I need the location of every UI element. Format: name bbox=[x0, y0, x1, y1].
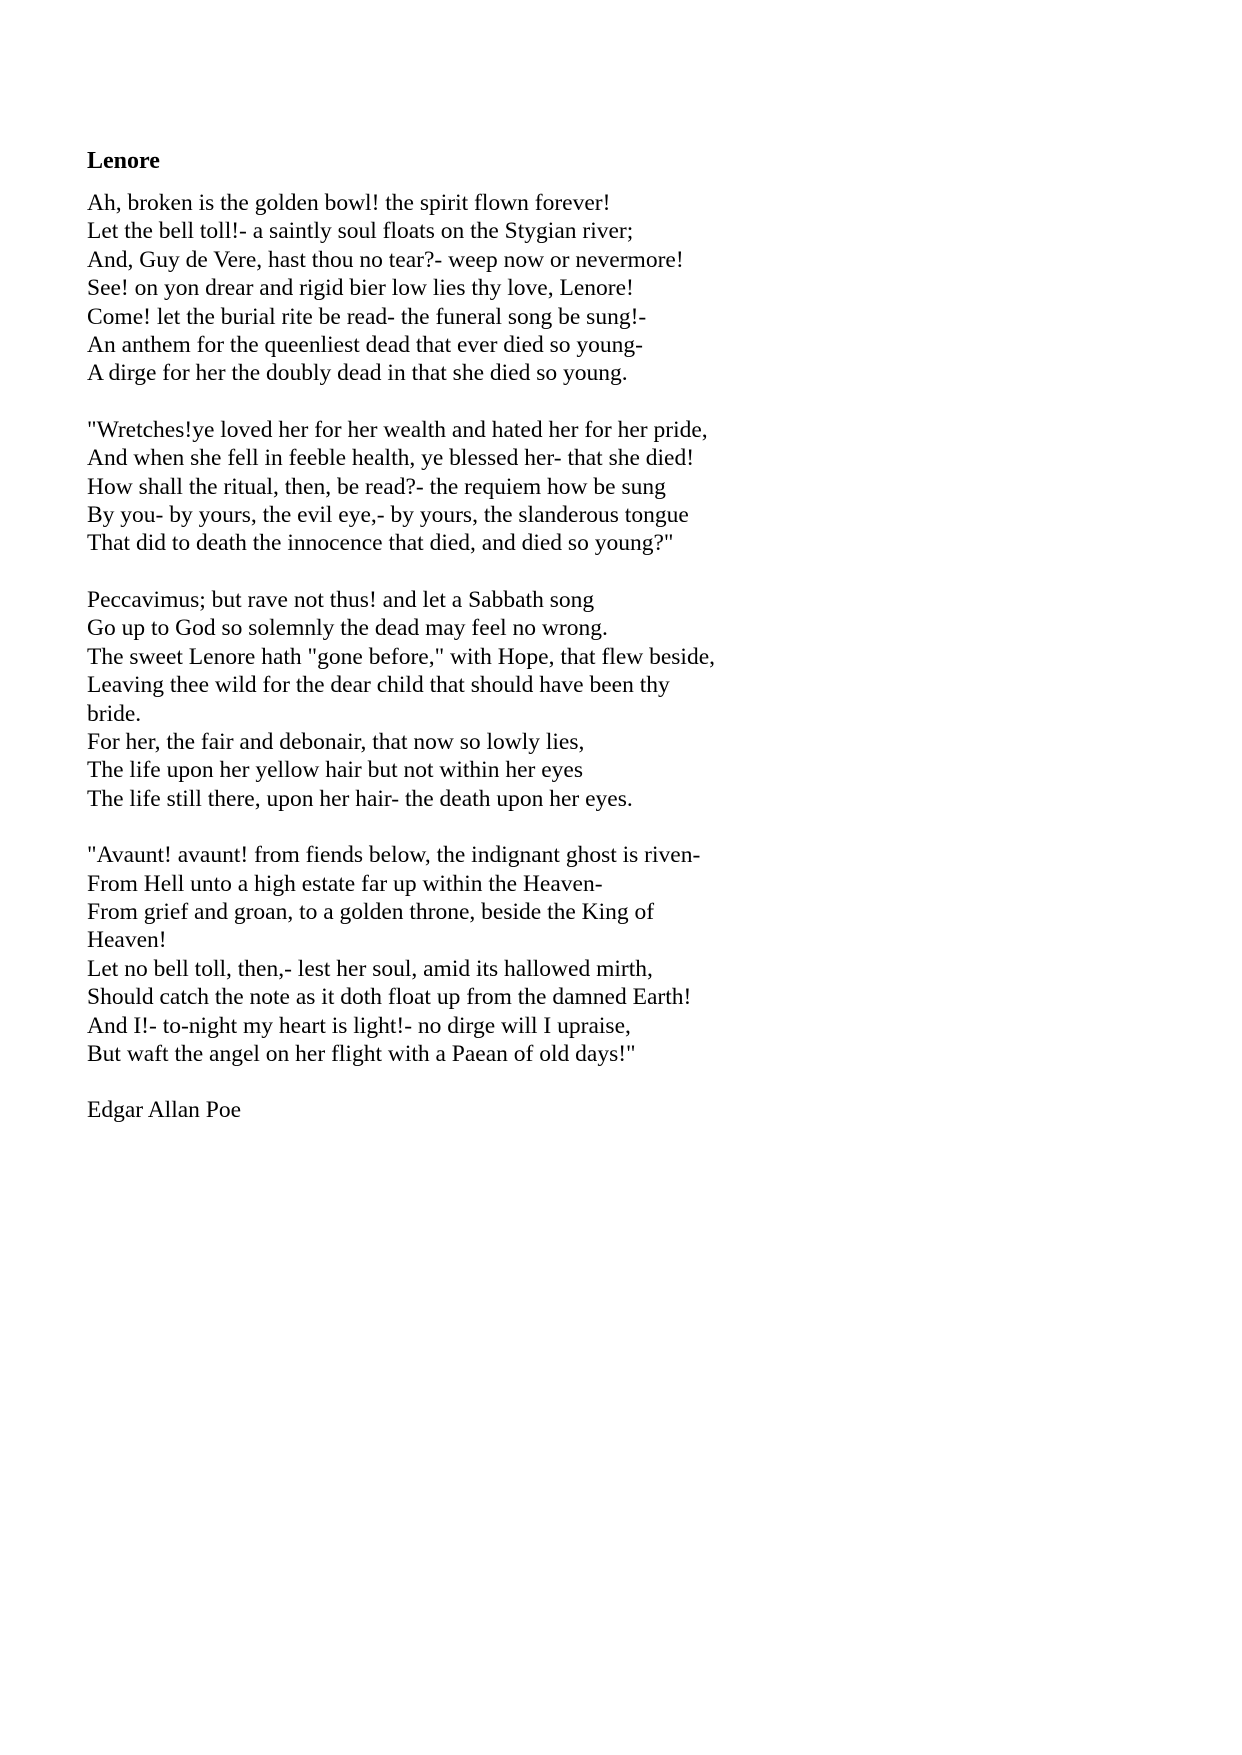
poem-line: From grief and groan, to a golden throne, beside the King of bbox=[87, 898, 655, 925]
poem-line: That did to death the innocence that died, and died so young?" bbox=[87, 530, 674, 557]
poem-line: And, Guy de Vere, hast thou no tear?- weep now or nevermore! bbox=[87, 246, 684, 273]
poem-author: Edgar Allan Poe bbox=[87, 1097, 242, 1124]
poem-line: "Wretches!ye loved her for her wealth and hated her for her pride, bbox=[87, 416, 708, 443]
poem-line: Let no bell toll, then,- lest her soul, amid its hallowed mirth, bbox=[87, 955, 653, 982]
poem-line: Go up to God so solemnly the dead may feel no wrong. bbox=[87, 615, 608, 642]
stanza-4 bbox=[87, 841, 1167, 1068]
poem-line: bride. bbox=[87, 700, 142, 727]
poem-line: Come! let the burial rite be read- the funeral song be sung!- bbox=[87, 303, 647, 330]
poem-line: From Hell unto a high estate far up within the Heaven- bbox=[87, 870, 603, 897]
poem-line: Should catch the note as it doth float up from the damned Earth! bbox=[87, 984, 692, 1011]
stanza-1 bbox=[87, 189, 1167, 388]
stanza-3 bbox=[87, 586, 1167, 813]
poem-line: An anthem for the queenliest dead that ever died so young- bbox=[87, 332, 643, 359]
poem-line: How shall the ritual, then, be read?- the requiem how be sung bbox=[87, 473, 666, 500]
poem-line: But waft the angel on her flight with a Paean of old days!" bbox=[87, 1040, 636, 1067]
poem-line: See! on yon drear and rigid bier low lies thy love, Lenore! bbox=[87, 275, 634, 302]
poem-line: A dirge for her the doubly dead in that she died so young. bbox=[87, 360, 628, 387]
poem-title: Lenore bbox=[87, 148, 160, 174]
poem-line: The life upon her yellow hair but not within her eyes bbox=[87, 757, 583, 784]
stanza-2 bbox=[87, 416, 1167, 558]
poem-line: Heaven! bbox=[87, 927, 167, 954]
poem-line: "Avaunt! avaunt! from fiends below, the indignant ghost is riven- bbox=[87, 842, 701, 869]
poem-line: The life still there, upon her hair- the death upon her eyes. bbox=[87, 785, 633, 812]
poem-line: And I!- to-night my heart is light!- no dirge will I upraise, bbox=[87, 1012, 631, 1039]
poem-line: Peccavimus; but rave not thus! and let a Sabbath song bbox=[87, 586, 595, 613]
poem-line: By you- by yours, the evil eye,- by yours, the slanderous tongue bbox=[87, 502, 689, 529]
document-page bbox=[87, 146, 1167, 1125]
poem-line: Let the bell toll!- a saintly soul floats on the Stygian river; bbox=[87, 218, 634, 245]
poem-line: Ah, broken is the golden bowl! the spirit flown forever! bbox=[87, 190, 611, 216]
poem-line: Leaving thee wild for the dear child that should have been thy bbox=[87, 672, 670, 699]
poem-line: The sweet Lenore hath "gone before," with Hope, that flew beside, bbox=[87, 643, 716, 670]
poem-line: And when she fell in feeble health, ye blessed her- that she died! bbox=[87, 445, 695, 472]
poem-line: For her, the fair and debonair, that now so lowly lies, bbox=[87, 728, 585, 755]
